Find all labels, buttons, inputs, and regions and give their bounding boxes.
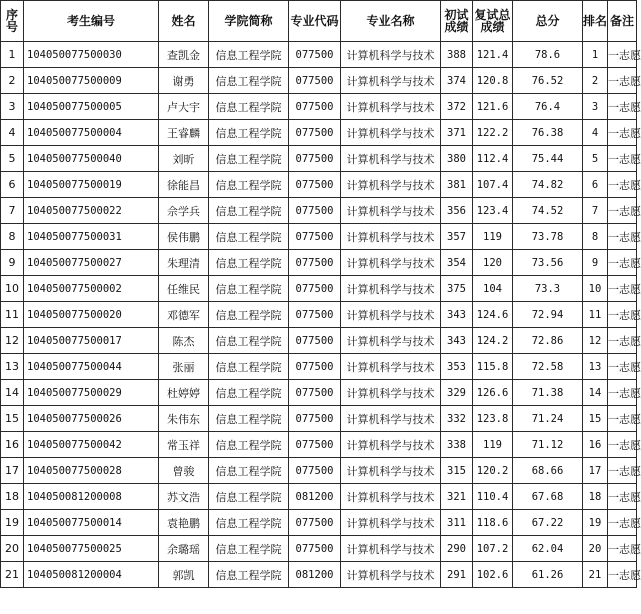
table-row [1, 484, 637, 510]
cell-candidate-id: 104050077500031 [24, 224, 159, 250]
cell-major-name: 计算机科学与技术 [341, 172, 441, 198]
cell-initial-score: 338 [441, 432, 473, 458]
cell-candidate-id: 104050077500040 [24, 146, 159, 172]
cell-rank: 4 [583, 120, 608, 146]
cell-candidate-id: 104050077500042 [24, 432, 159, 458]
cell-college: 信息工程学院 [209, 458, 289, 484]
table-row [1, 146, 637, 172]
cell-major-name: 计算机科学与技术 [341, 224, 441, 250]
cell-name: 朱伟东 [159, 406, 209, 432]
cell-name: 卢大宇 [159, 94, 209, 120]
cell-major-name: 计算机科学与技术 [341, 250, 441, 276]
cell-rank: 17 [583, 458, 608, 484]
cell-remark: 一志愿 [608, 198, 637, 224]
cell-retest-score: 118.6 [473, 510, 513, 536]
table-row [1, 302, 637, 328]
table-header-row [1, 1, 637, 42]
header-name: 姓名 [159, 1, 209, 42]
header-major-name: 专业名称 [341, 1, 441, 42]
cell-index: 17 [1, 458, 24, 484]
cell-rank: 9 [583, 250, 608, 276]
cell-total-score: 73.3 [513, 276, 583, 302]
header-rank: 排名 [583, 1, 608, 42]
cell-total-score: 71.24 [513, 406, 583, 432]
cell-major-code: 077500 [289, 302, 341, 328]
cell-college: 信息工程学院 [209, 198, 289, 224]
cell-remark: 一志愿 [608, 354, 637, 380]
cell-total-score: 73.78 [513, 224, 583, 250]
cell-initial-score: 321 [441, 484, 473, 510]
cell-retest-score: 123.4 [473, 198, 513, 224]
cell-total-score: 68.66 [513, 458, 583, 484]
cell-total-score: 61.26 [513, 562, 583, 588]
table-row [1, 198, 637, 224]
cell-index: 18 [1, 484, 24, 510]
cell-candidate-id: 104050077500002 [24, 276, 159, 302]
cell-name: 袁艳鹏 [159, 510, 209, 536]
table-row [1, 42, 637, 68]
cell-major-name: 计算机科学与技术 [341, 380, 441, 406]
cell-retest-score: 107.2 [473, 536, 513, 562]
cell-rank: 7 [583, 198, 608, 224]
cell-rank: 12 [583, 328, 608, 354]
cell-name: 邓德军 [159, 302, 209, 328]
cell-major-name: 计算机科学与技术 [341, 328, 441, 354]
cell-total-score: 75.44 [513, 146, 583, 172]
cell-total-score: 74.52 [513, 198, 583, 224]
cell-name: 徐能昌 [159, 172, 209, 198]
cell-retest-score: 107.4 [473, 172, 513, 198]
table-body [1, 42, 641, 588]
cell-index: 8 [1, 224, 24, 250]
cell-initial-score: 381 [441, 172, 473, 198]
cell-total-score: 71.12 [513, 432, 583, 458]
cell-major-code: 077500 [289, 354, 341, 380]
cell-remark: 一志愿 [608, 276, 637, 302]
cell-rank: 20 [583, 536, 608, 562]
cell-total-score: 71.38 [513, 380, 583, 406]
cell-remark: 一志愿 [608, 224, 637, 250]
cell-candidate-id: 104050077500026 [24, 406, 159, 432]
cell-name: 查凯金 [159, 42, 209, 68]
cell-name: 余璐瑶 [159, 536, 209, 562]
cell-candidate-id: 104050077500027 [24, 250, 159, 276]
cell-name: 王睿麟 [159, 120, 209, 146]
cell-index: 16 [1, 432, 24, 458]
cell-index: 7 [1, 198, 24, 224]
cell-major-name: 计算机科学与技术 [341, 536, 441, 562]
cell-initial-score: 315 [441, 458, 473, 484]
cell-total-score: 76.38 [513, 120, 583, 146]
cell-college: 信息工程学院 [209, 94, 289, 120]
cell-initial-score: 354 [441, 250, 473, 276]
cell-initial-score: 311 [441, 510, 473, 536]
cell-retest-score: 112.4 [473, 146, 513, 172]
cell-initial-score: 329 [441, 380, 473, 406]
cell-initial-score: 371 [441, 120, 473, 146]
cell-college: 信息工程学院 [209, 224, 289, 250]
cell-retest-score: 119 [473, 432, 513, 458]
cell-major-code: 077500 [289, 146, 341, 172]
cell-index: 1 [1, 42, 24, 68]
cell-candidate-id: 104050077500009 [24, 68, 159, 94]
cell-candidate-id: 104050077500025 [24, 536, 159, 562]
cell-retest-score: 121.4 [473, 42, 513, 68]
cell-name: 佘学兵 [159, 198, 209, 224]
cell-name: 任维民 [159, 276, 209, 302]
cell-retest-score: 124.2 [473, 328, 513, 354]
cell-rank: 14 [583, 380, 608, 406]
cell-retest-score: 126.6 [473, 380, 513, 406]
cell-name: 常玉祥 [159, 432, 209, 458]
cell-rank: 21 [583, 562, 608, 588]
cell-index: 15 [1, 406, 24, 432]
cell-remark: 一志愿 [608, 536, 637, 562]
cell-major-code: 077500 [289, 250, 341, 276]
table-row [1, 68, 637, 94]
cell-major-code: 077500 [289, 432, 341, 458]
cell-candidate-id: 104050077500020 [24, 302, 159, 328]
cell-initial-score: 375 [441, 276, 473, 302]
cell-major-name: 计算机科学与技术 [341, 458, 441, 484]
cell-retest-score: 122.2 [473, 120, 513, 146]
cell-major-name: 计算机科学与技术 [341, 354, 441, 380]
cell-major-code: 081200 [289, 484, 341, 510]
cell-initial-score: 343 [441, 302, 473, 328]
cell-major-code: 081200 [289, 562, 341, 588]
cell-initial-score: 388 [441, 42, 473, 68]
cell-rank: 3 [583, 94, 608, 120]
cell-candidate-id: 104050077500004 [24, 120, 159, 146]
cell-total-score: 72.58 [513, 354, 583, 380]
cell-name: 郭凯 [159, 562, 209, 588]
table-row [1, 406, 637, 432]
cell-retest-score: 102.6 [473, 562, 513, 588]
table-row [1, 536, 637, 562]
cell-college: 信息工程学院 [209, 406, 289, 432]
cell-candidate-id: 104050077500014 [24, 510, 159, 536]
cell-rank: 8 [583, 224, 608, 250]
cell-name: 侯伟鹏 [159, 224, 209, 250]
cell-remark: 一志愿 [608, 172, 637, 198]
cell-candidate-id: 104050077500029 [24, 380, 159, 406]
cell-college: 信息工程学院 [209, 120, 289, 146]
cell-major-code: 077500 [289, 510, 341, 536]
cell-name: 张丽 [159, 354, 209, 380]
cell-remark: 一志愿 [608, 406, 637, 432]
cell-college: 信息工程学院 [209, 380, 289, 406]
cell-index: 19 [1, 510, 24, 536]
cell-index: 5 [1, 146, 24, 172]
cell-major-code: 077500 [289, 42, 341, 68]
cell-total-score: 67.68 [513, 484, 583, 510]
cell-index: 10 [1, 276, 24, 302]
cell-major-name: 计算机科学与技术 [341, 276, 441, 302]
table-row [1, 354, 637, 380]
cell-index: 12 [1, 328, 24, 354]
cell-retest-score: 120.8 [473, 68, 513, 94]
header-college: 学院简称 [209, 1, 289, 42]
cell-rank: 2 [583, 68, 608, 94]
cell-major-name: 计算机科学与技术 [341, 302, 441, 328]
cell-index: 4 [1, 120, 24, 146]
cell-remark: 一志愿 [608, 302, 637, 328]
cell-index: 14 [1, 380, 24, 406]
cell-total-score: 62.04 [513, 536, 583, 562]
cell-college: 信息工程学院 [209, 432, 289, 458]
cell-major-code: 077500 [289, 380, 341, 406]
cell-major-name: 计算机科学与技术 [341, 510, 441, 536]
cell-initial-score: 353 [441, 354, 473, 380]
cell-major-code: 077500 [289, 172, 341, 198]
cell-retest-score: 123.8 [473, 406, 513, 432]
cell-total-score: 72.86 [513, 328, 583, 354]
cell-index: 20 [1, 536, 24, 562]
cell-rank: 18 [583, 484, 608, 510]
cell-name: 刘昕 [159, 146, 209, 172]
cell-remark: 一志愿 [608, 380, 637, 406]
cell-college: 信息工程学院 [209, 68, 289, 94]
cell-college: 信息工程学院 [209, 172, 289, 198]
cell-total-score: 67.22 [513, 510, 583, 536]
table-row [1, 250, 637, 276]
cell-major-code: 077500 [289, 406, 341, 432]
header-index: 序号 [1, 1, 24, 42]
cell-remark: 一志愿 [608, 458, 637, 484]
cell-initial-score: 291 [441, 562, 473, 588]
cell-college: 信息工程学院 [209, 328, 289, 354]
cell-retest-score: 124.6 [473, 302, 513, 328]
cell-rank: 1 [583, 42, 608, 68]
cell-index: 13 [1, 354, 24, 380]
cell-rank: 6 [583, 172, 608, 198]
cell-initial-score: 380 [441, 146, 473, 172]
table-row [1, 224, 637, 250]
cell-candidate-id: 104050077500044 [24, 354, 159, 380]
cell-remark: 一志愿 [608, 42, 637, 68]
cell-rank: 16 [583, 432, 608, 458]
cell-candidate-id: 104050077500030 [24, 42, 159, 68]
cell-initial-score: 332 [441, 406, 473, 432]
cell-candidate-id: 104050077500017 [24, 328, 159, 354]
cell-rank: 10 [583, 276, 608, 302]
cell-remark: 一志愿 [608, 68, 637, 94]
cell-major-code: 077500 [289, 120, 341, 146]
cell-candidate-id: 104050077500022 [24, 198, 159, 224]
cell-college: 信息工程学院 [209, 484, 289, 510]
cell-retest-score: 120 [473, 250, 513, 276]
cell-major-code: 077500 [289, 276, 341, 302]
header-total-score: 总分 [513, 1, 583, 42]
cell-college: 信息工程学院 [209, 302, 289, 328]
cell-candidate-id: 104050077500028 [24, 458, 159, 484]
cell-index: 21 [1, 562, 24, 588]
cell-total-score: 78.6 [513, 42, 583, 68]
table-row [1, 120, 637, 146]
cell-total-score: 76.4 [513, 94, 583, 120]
cell-major-code: 077500 [289, 94, 341, 120]
table-row [1, 458, 637, 484]
table-row [1, 432, 637, 458]
table-row [1, 510, 637, 536]
cell-initial-score: 356 [441, 198, 473, 224]
cell-candidate-id: 104050077500019 [24, 172, 159, 198]
cell-rank: 5 [583, 146, 608, 172]
cell-index: 9 [1, 250, 24, 276]
table-row [1, 380, 637, 406]
cell-total-score: 72.94 [513, 302, 583, 328]
cell-index: 6 [1, 172, 24, 198]
cell-name: 苏文浩 [159, 484, 209, 510]
cell-college: 信息工程学院 [209, 536, 289, 562]
header-remark: 备注 [608, 1, 637, 42]
cell-retest-score: 110.4 [473, 484, 513, 510]
cell-retest-score: 120.2 [473, 458, 513, 484]
cell-major-name: 计算机科学与技术 [341, 432, 441, 458]
cell-index: 3 [1, 94, 24, 120]
cell-major-code: 077500 [289, 536, 341, 562]
cell-initial-score: 357 [441, 224, 473, 250]
cell-remark: 一志愿 [608, 562, 637, 588]
cell-major-name: 计算机科学与技术 [341, 42, 441, 68]
cell-name: 陈杰 [159, 328, 209, 354]
cell-college: 信息工程学院 [209, 276, 289, 302]
cell-initial-score: 372 [441, 94, 473, 120]
cell-name: 杜婷婷 [159, 380, 209, 406]
cell-name: 谢勇 [159, 68, 209, 94]
cell-remark: 一志愿 [608, 250, 637, 276]
cell-major-name: 计算机科学与技术 [341, 146, 441, 172]
cell-index: 2 [1, 68, 24, 94]
header-major-code: 专业代码 [289, 1, 341, 42]
cell-major-name: 计算机科学与技术 [341, 120, 441, 146]
cell-major-name: 计算机科学与技术 [341, 94, 441, 120]
cell-remark: 一志愿 [608, 94, 637, 120]
cell-name: 朱理清 [159, 250, 209, 276]
cell-college: 信息工程学院 [209, 510, 289, 536]
cell-initial-score: 374 [441, 68, 473, 94]
cell-remark: 一志愿 [608, 328, 637, 354]
table-row [1, 562, 637, 588]
cell-major-code: 077500 [289, 224, 341, 250]
cell-remark: 一志愿 [608, 484, 637, 510]
cell-rank: 11 [583, 302, 608, 328]
cell-major-code: 077500 [289, 198, 341, 224]
cell-remark: 一志愿 [608, 432, 637, 458]
cell-name: 曾骏 [159, 458, 209, 484]
cell-college: 信息工程学院 [209, 354, 289, 380]
cell-retest-score: 121.6 [473, 94, 513, 120]
cell-rank: 19 [583, 510, 608, 536]
cell-total-score: 73.56 [513, 250, 583, 276]
header-retest-score: 复试总成绩 [473, 1, 513, 42]
cell-retest-score: 115.8 [473, 354, 513, 380]
cell-college: 信息工程学院 [209, 146, 289, 172]
cell-college: 信息工程学院 [209, 42, 289, 68]
table-row [1, 172, 637, 198]
cell-major-name: 计算机科学与技术 [341, 562, 441, 588]
cell-major-name: 计算机科学与技术 [341, 68, 441, 94]
cell-total-score: 74.82 [513, 172, 583, 198]
cell-initial-score: 290 [441, 536, 473, 562]
cell-major-code: 077500 [289, 458, 341, 484]
cell-rank: 15 [583, 406, 608, 432]
cell-major-name: 计算机科学与技术 [341, 484, 441, 510]
table-row [1, 328, 637, 354]
cell-remark: 一志愿 [608, 146, 637, 172]
cell-major-name: 计算机科学与技术 [341, 406, 441, 432]
cell-retest-score: 119 [473, 224, 513, 250]
cell-candidate-id: 104050081200004 [24, 562, 159, 588]
cell-college: 信息工程学院 [209, 562, 289, 588]
cell-remark: 一志愿 [608, 120, 637, 146]
table-row [1, 276, 637, 302]
cell-index: 11 [1, 302, 24, 328]
cell-candidate-id: 104050081200008 [24, 484, 159, 510]
header-initial-score: 初试成绩 [441, 1, 473, 42]
cell-candidate-id: 104050077500005 [24, 94, 159, 120]
cell-initial-score: 343 [441, 328, 473, 354]
cell-total-score: 76.52 [513, 68, 583, 94]
cell-rank: 13 [583, 354, 608, 380]
cell-major-code: 077500 [289, 68, 341, 94]
cell-major-name: 计算机科学与技术 [341, 198, 441, 224]
cell-remark: 一志愿 [608, 510, 637, 536]
cell-college: 信息工程学院 [209, 250, 289, 276]
cell-major-code: 077500 [289, 328, 341, 354]
cell-retest-score: 104 [473, 276, 513, 302]
header-candidate-id: 考生编号 [24, 1, 159, 42]
table-row [1, 94, 637, 120]
